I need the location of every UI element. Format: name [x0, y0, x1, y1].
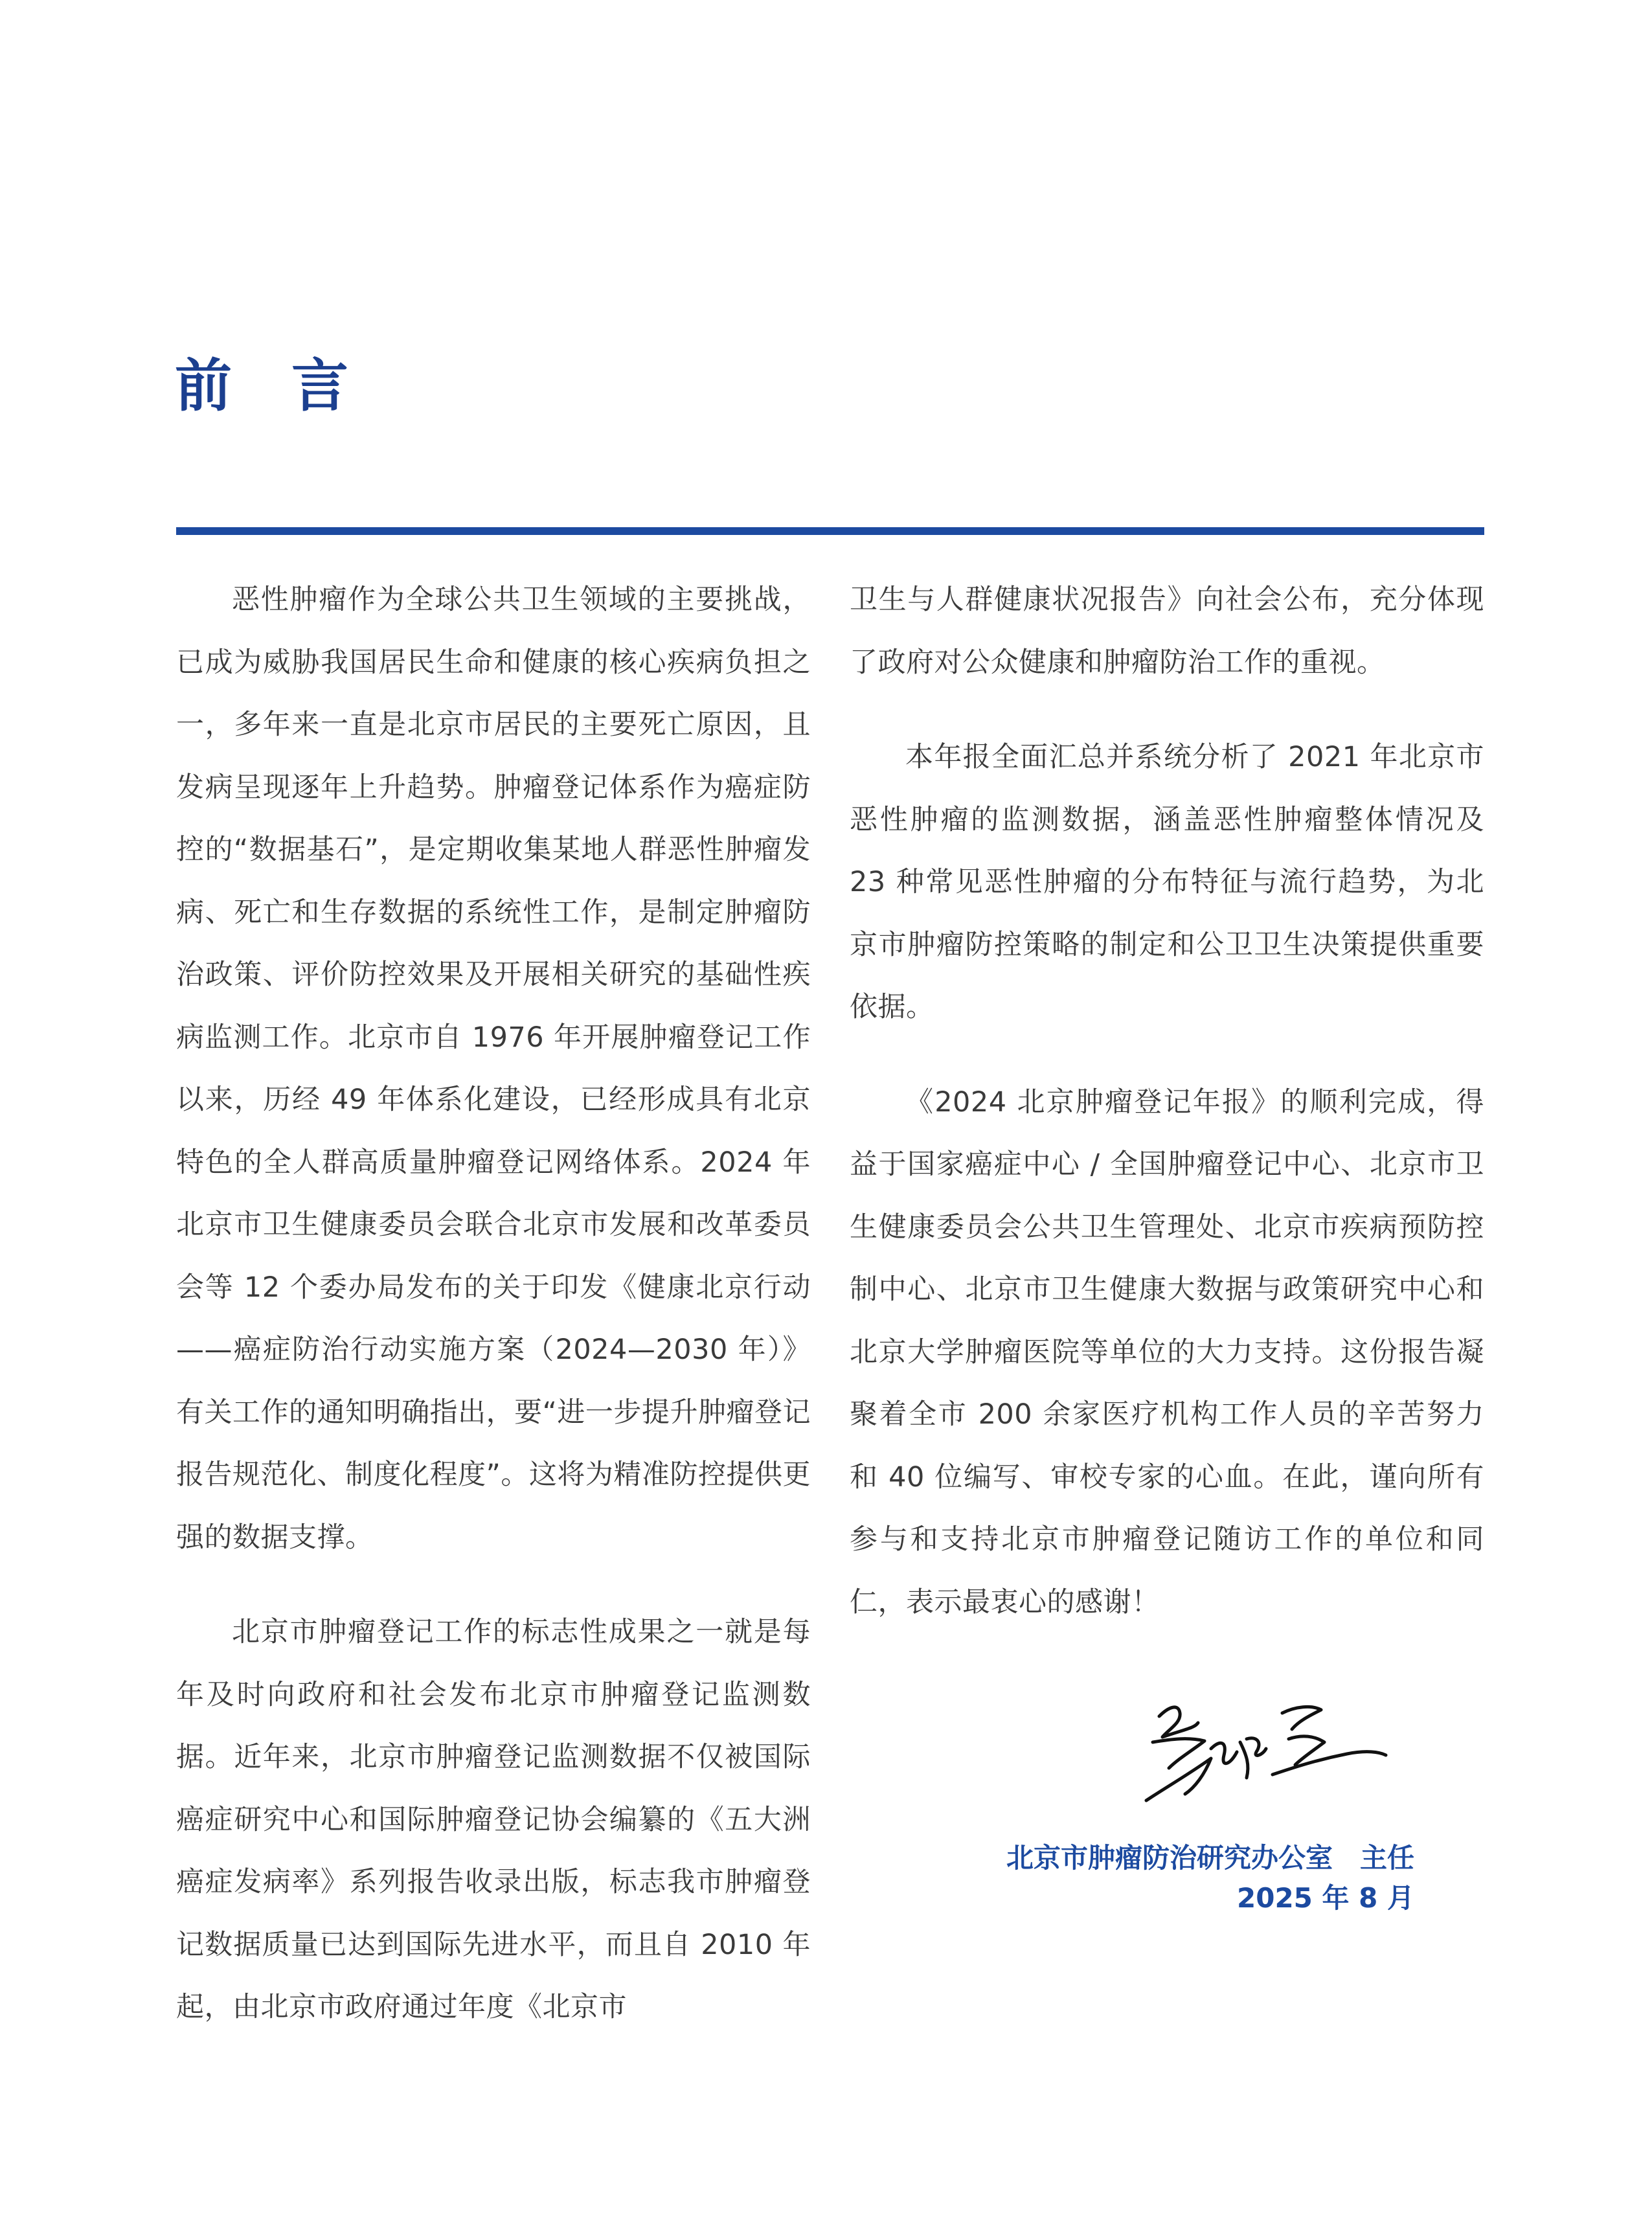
- paragraph-4: 《2024 北京肿瘤登记年报》的顺利完成，得益于国家癌症中心 / 全国肿瘤登记中心、北京市卫生健康委员会公共卫生管理处、北京市疾病预防控制中心、北京市卫生健康大数据与政策研究中心和北京大学肿瘤医院等单位的大力支持。这份报告凝聚着全市 200 余家医疗机构工作人员的辛苦努力和 40 位编写、审校专家的心血。在此，谨向所有参与和支持北京市肿瘤登记随访工作的单位和同仁，表示最衷心的感谢！: [850, 1085, 1484, 1618]
- signature-date: 2025 年 8 月: [1237, 1882, 1414, 1914]
- title-divider: [176, 527, 1484, 535]
- paragraph-1: 恶性肿瘤作为全球公共卫生领域的主要挑战，已成为威胁我国居民生命和健康的核心疾病负担之一，多年来一直是北京市居民的主要死亡原因，且发病呈现逐年上升趋势。肿瘤登记体系作为癌症防控的“数据基石”，是定期收集某地人群恶性肿瘤发病、死亡和生存数据的系统性工作，是制定肿瘤防治政策、评价防控效果及开展相关研究的基础性疾病监测工作。北京市自 1976 年开展肿瘤登记工作以来，历经 49 年体系化建设，已经形成具有北京特色的全人群高质量肿瘤登记网络体系。2024 年北京市卫生健康委员会联合北京市发展和改革委员会等 12 个委办局发布的关于印发《健康北京行动——癌症防治行动实施方案（2024—2030 年）》有关工作的通知明确指出，要“进一步提升肿瘤登记报告规范化、制度化程度”。这将为精准防控提供更强的数据支撑。: [176, 584, 811, 1554]
- paragraph-2: 北京市肿瘤登记工作的标志性成果之一就是每年及时向政府和社会发布北京市肿瘤登记监测数据。近年来，北京市肿瘤登记监测数据不仅被国际癌症研究中心和国际肿瘤登记协会编纂的《五大洲癌症发病率》系列报告收录出版，标志我市肿瘤登记数据质量已达到国际先进水平，而且自 2010 年起，由北京市政府通过年度《北京市: [176, 1616, 811, 2023]
- right-column: [850, 569, 1484, 1666]
- paragraph-3: 本年报全面汇总并系统分析了 2021 年北京市恶性肿瘤的监测数据，涵盖恶性肿瘤整体情况及 23 种常见恶性肿瘤的分布特征与流行趋势，为北京市肿瘤防控策略的制定和公卫卫生决策提供重要依据。: [850, 741, 1484, 1023]
- handwritten-signature: [1133, 1677, 1392, 1820]
- signature-office: 北京市肿瘤防治研究办公室 主任: [1006, 1842, 1414, 1874]
- page-title: 前言: [175, 352, 409, 419]
- left-column: [176, 569, 811, 2071]
- paragraph-2-continued: 卫生与人群健康状况报告》向社会公布，充分体现了政府对公众健康和肿瘤防治工作的重视。: [850, 584, 1484, 679]
